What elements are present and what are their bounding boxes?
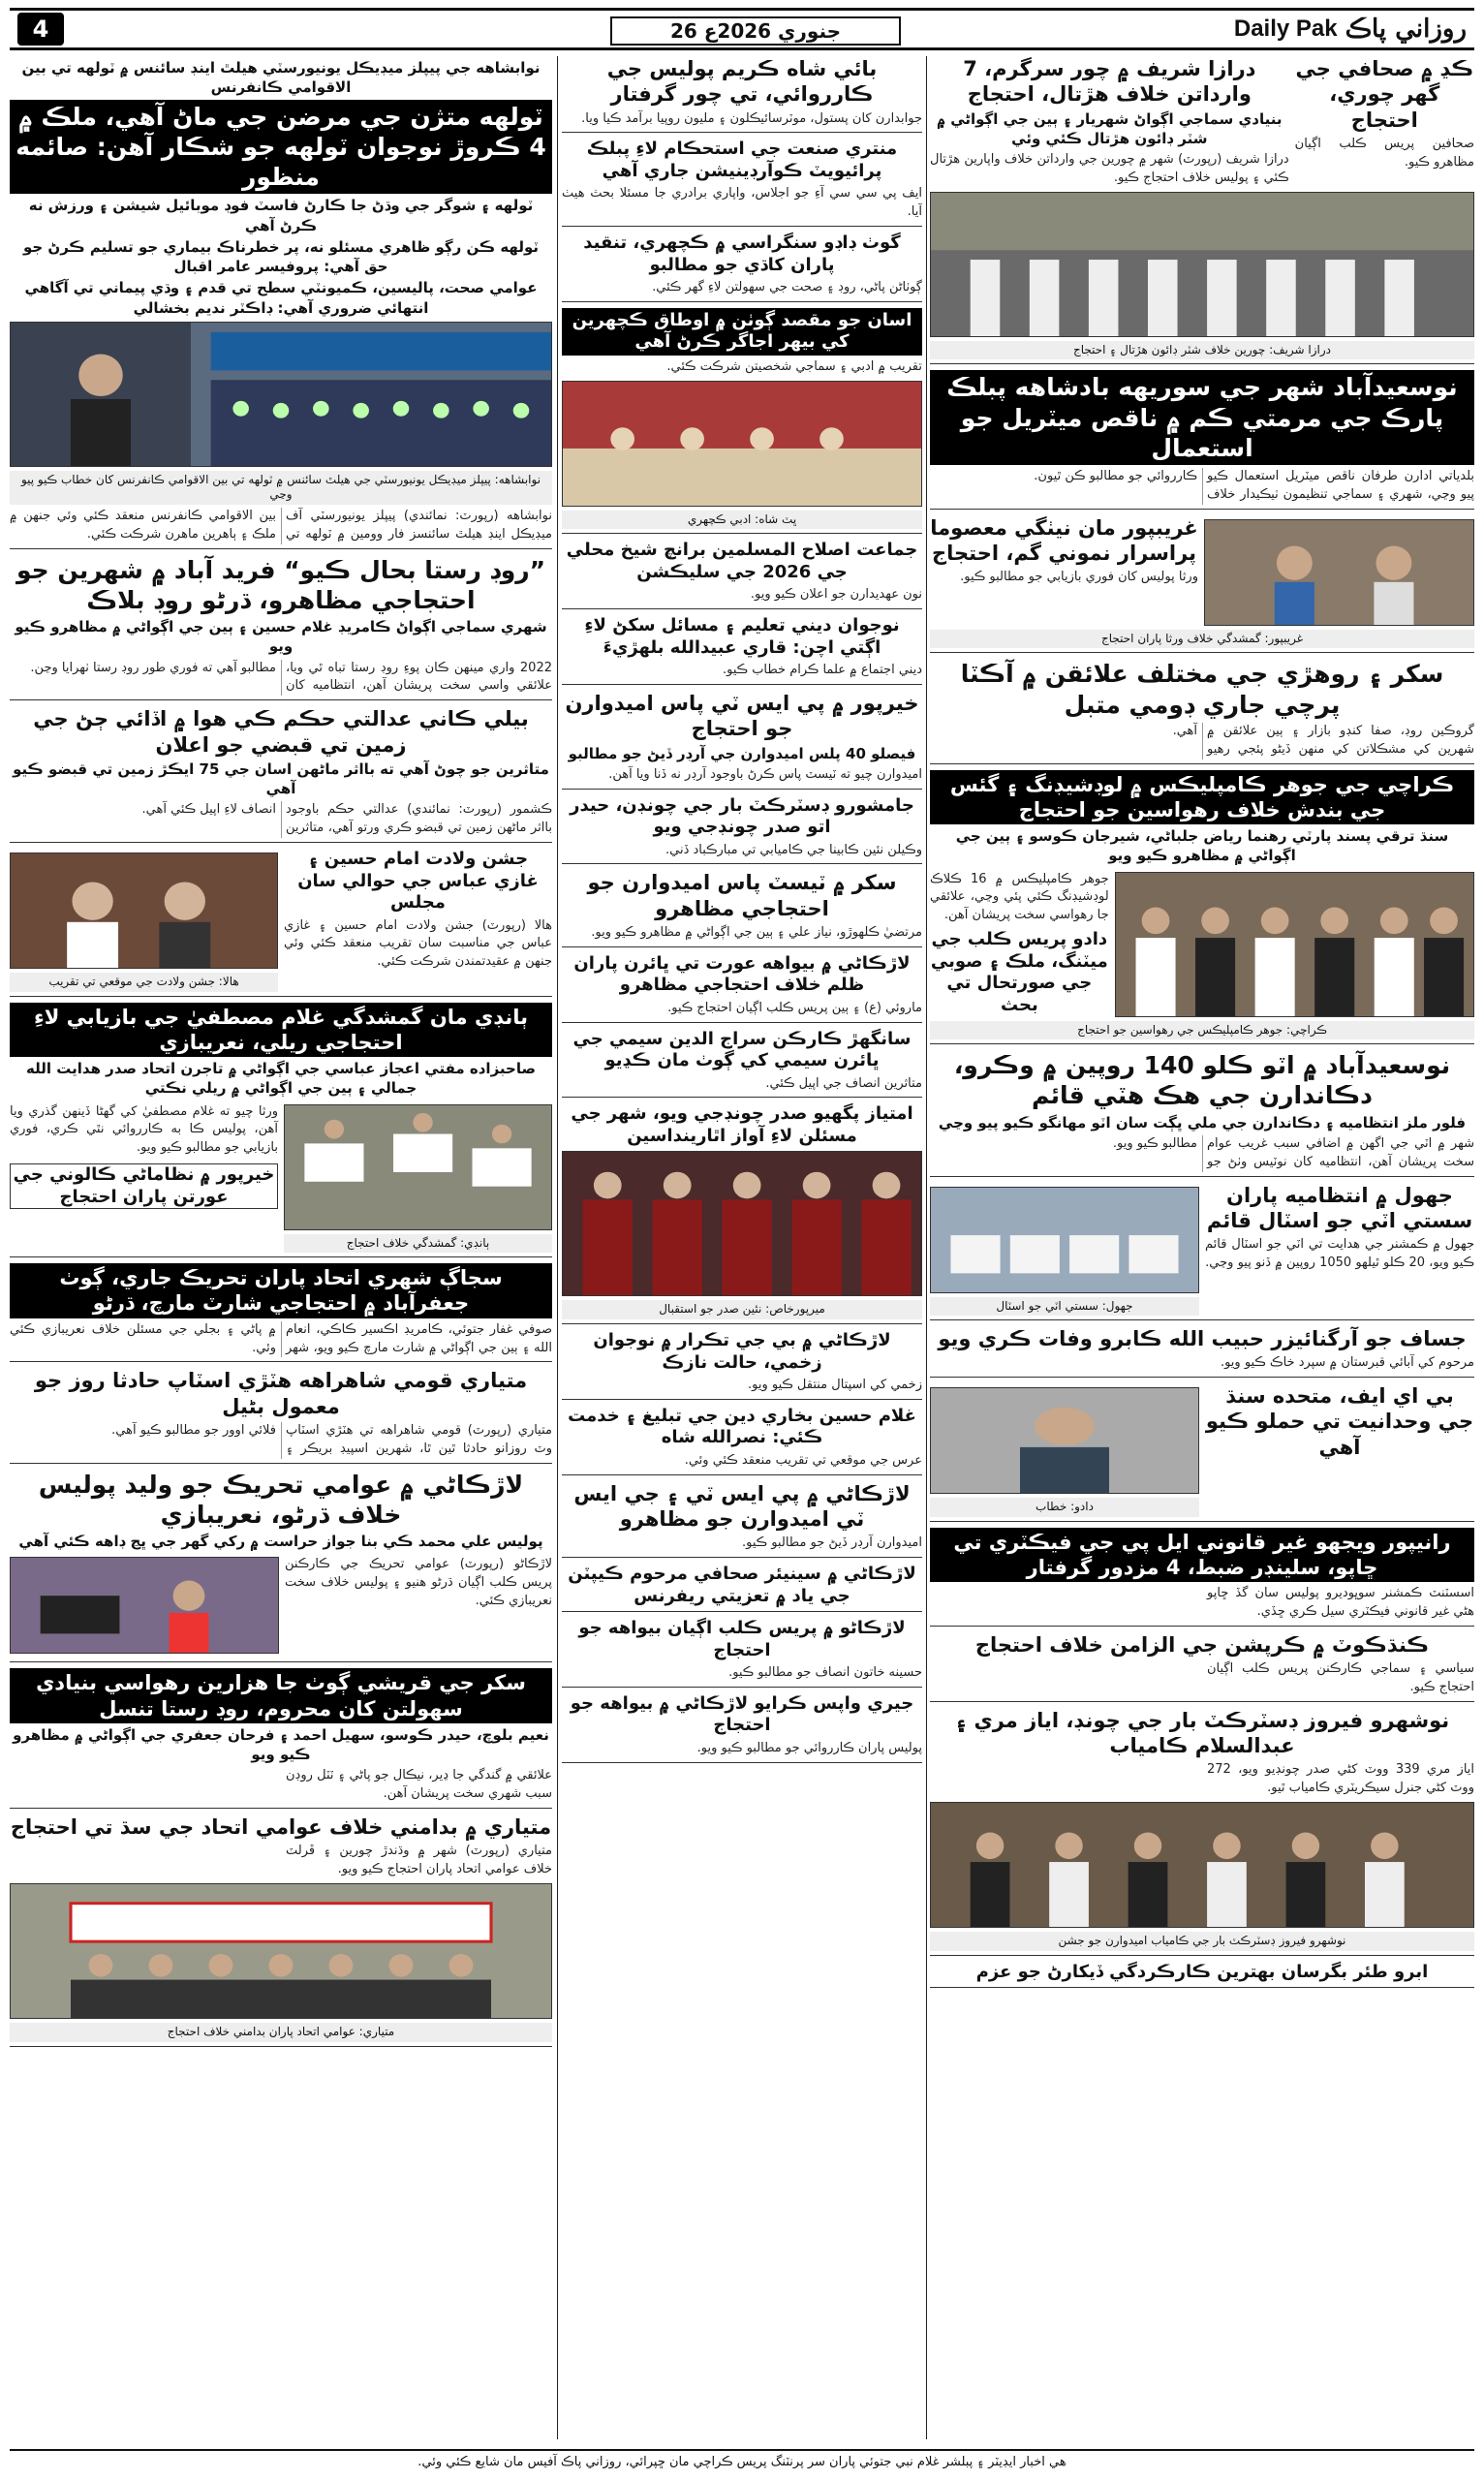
story-headline: لاڙڪاڻي ۾ پي ايس ٽي ۽ جي ايس ٽي اميدوارن جو مظاهرو — [573, 1481, 911, 1531]
story-kandhkot — [930, 1632, 1474, 1702]
imprint-footer: هي اخبار ايڊيٽر ۽ پبلشر غلام نبي جتوئي پاران سر پرنٽنگ پريس ڪراچي مان ڇپرائي، روزاني پاڪ آفيس مان شايع ڪئي وئي. — [10, 2449, 1474, 2469]
story-headline: متياري ۾ بدامني خلاف عوامي اتحاد جي سڌ تي احتجاج — [10, 1815, 552, 1839]
story-jashan — [10, 849, 552, 997]
story-return-protest — [562, 1693, 922, 1763]
story-subhead: فيصلو 40 پلس اميدوارن جي آرڊر ڏيڻ جو مطالبو — [568, 744, 916, 762]
story-headline: بيلي ڪاني عدالتي حڪم ڪي هوا ۾ اڏائي ڄڻ جي زمين تي قبضي جو اعلان — [33, 707, 529, 757]
story-reference — [562, 1564, 922, 1612]
story-headline: سانگهڙ ڪارڪن سراج الدين سيمي جي ڀائرن سيمي کي ڳوٺ مان ڪڍيو — [572, 1028, 912, 1071]
brand-sindhi: روزاني پاڪ — [1345, 15, 1467, 44]
story-photo — [10, 1557, 279, 1654]
story-headline: سکر ۽ روهڙي جي مختلف علائقن ۾ آڪٽا پرچي جاري ڊومي متبل — [960, 660, 1444, 719]
story-body: علائقي ۾ گندگي جا ڍير، نيڪال جو پاڻي ۽ ٽٽل روڊن سبب شهري سخت پريشان آهن. — [286, 1768, 552, 1802]
story-headline: لاڙڪاڻو ۾ پريس ڪلب اڳيان بيواهه جو احتجاج — [578, 1618, 906, 1660]
story-headline: ڪڍ ۾ صحافي جي گهر چوري، احتجاج — [1295, 57, 1474, 132]
story-sanghar — [562, 1029, 922, 1099]
story-body: جوهر ڪامپليڪس ۾ 16 ڪلاڪ لوڊشيڊنگ ڪئي پئي وڃي، علائقي جا رهواسي سخت پريشان آهن. — [930, 871, 1109, 923]
story-body: نون عهديدارن جو اعلان ڪيو ويو. — [750, 587, 922, 603]
story-body: مرتضيٰ ڪلهوڙو، نياز علي ۽ ٻين جي اڳواڻي ۾ مظاهرو ڪيو ويو. — [591, 924, 922, 940]
story-qureshi-goth — [10, 1668, 552, 1809]
story-headline: جامشورو ڊسٽرڪٽ بار جي چونڊن، حيدر اتو صدر چونڊجي ويو — [570, 794, 914, 838]
story-headline: درازا شريف ۾ چور سرگرم، 7 وارداتن خلاف هڙتال، احتجاج — [963, 57, 1256, 107]
story-kicker: نوابشاهه جي پيپلز ميڊيڪل يونيورسٽي هيلٿ اينڊ سائنس ۾ ٽولهه تي بين الاقوامي ڪانفرنس — [21, 59, 541, 97]
story-karachi-protest — [930, 770, 1474, 1045]
story-photo — [930, 1187, 1199, 1293]
story-kachehri — [562, 232, 922, 302]
story-body: پوليس پاران ڪارروائي جو مطالبو ڪيو ويو. — [696, 1740, 922, 1755]
story-headline: لاڙڪاڻي ۾ بي جي تڪرار ۾ نوجوان زخمي، حالت نازڪ — [593, 1330, 891, 1373]
story-headline: خيرپور ۾ پي ايس ٽي پاس اميدوارن جو احتجاج — [565, 692, 919, 741]
story-flour-stall — [930, 1183, 1474, 1321]
story-body: حسينه خاتون انصاف جو مطالبو ڪيو. — [728, 1665, 922, 1681]
story-naushahro-bar — [930, 1708, 1474, 1956]
story-body: اميدوارن آرڊر ڏيڻ جو مطالبو ڪيو. — [742, 1535, 922, 1551]
story-press-club-widow — [562, 1618, 922, 1688]
photo-caption: ڪراچي: جوهر ڪامپليڪس جي رهواسين جو احتجاج — [930, 1021, 1474, 1040]
story-body: بلدياتي ادارن طرفان ناقص ميٽريل استعمال ڪيو پيو وڃي، شهري ۽ سماجي تنظيمون ٺيڪيدار خلاف ڪارروائي جو مطالبو ڪن ٿيون. — [1034, 469, 1474, 502]
story-photo — [10, 852, 278, 969]
story-bef — [930, 1383, 1474, 1522]
story-headline: ڪراچي جي جوهر ڪامپليڪس ۾ لوڊشيڊنگ ۽ گئس جي بندش خلاف رهواسين جو احتجاج — [930, 770, 1474, 825]
story-bukhari — [562, 1406, 922, 1475]
story-jamaat — [562, 540, 922, 609]
story-body: ايف پي سي سي آءِ جو اجلاس، واپاري برادري جا مسئلا بحث هيٺ آيا. — [562, 186, 922, 220]
brand-english: Daily Pak — [1233, 16, 1338, 42]
story-body: 2022 واري مينهن ڪان پوءِ روڊ رستا تباه ٿي ويا، علائقي واسي سخت پريشان آهن، انتظاميه کان مطالبو آهي ته فوري طور روڊ رستا ٺهرايا وڃن. — [30, 660, 552, 694]
story-headline: سکر ۾ ٽيسٽ پاس اميدوارن جو احتجاجي مظاهرو — [587, 871, 897, 920]
story-daraza-strike — [930, 56, 1474, 364]
story-road-protest — [10, 555, 552, 701]
story-headline: گوٺ ڊاڊو سنگراسي ۾ ڪچهري، تنقيد پاران کاڌي جو مطالبو — [583, 232, 901, 275]
story-park-material — [930, 370, 1474, 509]
story-body: جهول ۾ ڪمشنر جي هدايت تي اٽي جو اسٽال قائم ڪيو ويو، 20 ڪلو ٿيلهو 1050 روپين ۾ ڏنو پيو وڃي. — [1205, 1237, 1474, 1270]
date-box: 26 جنوري 2026ع — [610, 16, 901, 46]
story-subhead: پوليس علي محمد ڪي بنا جواز حراست ۾ رکي گهر جي ڀڃ ڊاهه ڪئي آهي — [18, 1533, 543, 1551]
story-subhead: نعيم بلوچ، حيدر ڪوسو، سهيل احمد ۽ فرحان جعفري جي اڳواڻي ۾ مظاهرو ڪيو ويو — [13, 1725, 549, 1764]
story-body: زخمي کي اسپتال منتقل ڪيو ويو. — [747, 1378, 922, 1393]
story-photo — [1204, 519, 1474, 626]
story-subhead: شهري سماجي اڳواڻ ڪامريڊ غلام حسين ۽ ٻين جي اڳواڻي ۾ مظاهرو ڪيو ويو — [15, 618, 547, 656]
story-headline: اسان جو مقصد ڳوٺن ۾ اوطاق ڪچهرين کي بيهر اجاگر ڪرڻ آهي — [562, 308, 922, 356]
story-imtiaz — [562, 1103, 922, 1324]
story-headline: نوشهرو فيروز ڊسٽرڪٽ بار جي چونڊ، اياز مري ۽ عبدالسلام ڪامياب — [954, 1708, 1450, 1758]
masthead-right — [1234, 15, 1467, 44]
story-land-dispute — [10, 706, 552, 843]
story-highway-accidents — [10, 1368, 552, 1463]
story-missing-rally — [10, 1003, 552, 1258]
story-flour-price — [930, 1050, 1474, 1176]
story-long-march — [10, 1263, 552, 1362]
story-body: جوابدارن کان پستول، موٽرسائيڪلون ۽ مليون روپيا برآمد ڪيا ويا. — [581, 110, 922, 126]
story-subhead: فلور ملز انتظاميه ۽ دڪاندارن جي ملي ڀڳت سان اٽو مهانگو ڪيو پيو وڃي — [938, 1113, 1467, 1132]
story-body: مرحوم کي آبائي قبرستان ۾ سپرد خاڪ ڪيو ويو. — [1220, 1355, 1474, 1371]
story-headline: لاڙڪاڻي ۾ سينيئر صحافي مرحوم ڪيپٽن جي ياد ۾ تعزيتي ريفرنس — [568, 1564, 916, 1606]
photo-caption: ڀٽ شاه: ادبي ڪچهري — [562, 511, 922, 530]
column-rule — [557, 56, 558, 2439]
story-headline: لاڙڪاڻي ۾ بيواهه عورت تي ڀائرن پاران ظلم خلاف احتجاجي مظاهرو — [573, 952, 911, 996]
story-widow-protest — [562, 953, 922, 1023]
photo-caption: دادو: خطاب — [930, 1498, 1199, 1517]
story-headline: ٽولهه متژن جي مرضن جي ماڻ آهي، ملڪ ۾ 4 ڪروڙ نوجوان ٽولهه جو شڪار آهن: صائمه منظور — [10, 100, 552, 195]
story-religious-education — [562, 615, 922, 685]
story-body: گروڪين روڊ، صفا کنڊو بازار ۽ ٻين علائقن ۾ شهرين کي مشڪلاتن کي منهن ڏيڻو پئجي رهيو آهي. — [1172, 723, 1474, 757]
story-headline: لاڙڪاڻي ۾ عوامي تحريڪ جو وليد پوليس خلاف ڌرڻو، نعريبازي — [38, 1470, 524, 1529]
story-body: شهر ۾ اٽي جي اگهن ۾ اضافي سبب غريب عوام سخت پريشان آهن، انتظاميه کان نوٽيس وٺڻ جو مطالبو ڪيو ويو. — [1112, 1135, 1474, 1169]
middle-column — [562, 56, 922, 2439]
story-body: تقريب ۾ ادبي ۽ سماجي شخصيتن شرڪت ڪئي. — [666, 358, 922, 374]
photo-caption: هالا: جشن ولادت جي موقعي تي تقريب — [10, 973, 278, 992]
story-body: سياسي ۽ سماجي ڪارڪنن پريس ڪلب اڳيان احتجاج ڪيو. — [1207, 1661, 1474, 1695]
story-headline: جساف جو آرگنائيزر حبيب الله ڪابرو وفات ڪري ويو — [938, 1327, 1467, 1351]
story-headline: ابرو طئر بگرسان بهترين ڪارڪردگي ڏيکارڻ جو عزم — [975, 1961, 1429, 1982]
story-body: عرس جي موقعي تي تقريب منعقد ڪئي وئي. — [684, 1452, 922, 1468]
story-headline: سجاڳ شهري اتحاد پاران تحريڪ جاري، ڳوٺ جعفرآباد ۾ احتجاجي شارٽ مارچ، ڌرڻو — [10, 1263, 552, 1318]
photo-caption: نوابشاهه: پيپلز ميڊيڪل يونيورسٽي جي هيلٿ سائنس ۾ ٽولهه تي بين الاقوامي ڪانفرنس کان خطاب ڪيو پيو وڃي — [10, 471, 552, 505]
story-photo — [562, 381, 922, 507]
story-headline: ڪنڌڪوٽ ۾ ڪرپشن جي الزامن خلاف احتجاج — [974, 1633, 1430, 1657]
story-body: هالا (رپورٽ) جشن ولادت امام حسين ۽ غازي عباس جي مناسبت سان تقريب منعقد ڪئي وئي جنهن ۾ عقيدتمندن شرڪت ڪئي. — [284, 917, 552, 970]
story-body: صوفي غفار جتوئي، ڪامريڊ اڪسير ڪاڪي، انعام الله ۽ ٻين جي اڳواڻي ۾ شارٽ مارچ ڪيو ويو، شهر ۾ پاڻي ۽ بجلي جي مسئلن خلاف نعريبازي ڪئي وئي. — [10, 1321, 552, 1355]
story-headline: دادو پريس ڪلب جي ميٽنگ، ملڪ ۽ صوبي جي صورتحال تي بحث — [930, 929, 1108, 1015]
masthead-left — [17, 13, 64, 46]
story-photo — [1115, 872, 1474, 1017]
story-headline: رانيپور ويجهو غير قانوني ايل پي جي فيڪٽري تي ڇاپو، سلينڊر ضبط، 4 مزدور گرفتار — [930, 1528, 1474, 1583]
story-commitment — [930, 1962, 1474, 1989]
story-body: ڳوٺاڻن پاڻي، روڊ ۽ صحت جي سهولتن لاءِ گهر ڪئي. — [652, 280, 922, 295]
story-headline: خيرپور ۾ نظاماڻي ڪالوني جي عورتن پاران احتجاج — [10, 1163, 278, 1209]
story-youth-injured — [562, 1330, 922, 1400]
story-conference — [10, 58, 552, 549]
story-body: ڪشمور (رپورٽ: نمائندي) عدالتي حڪم باوجود بااثر ماڻهن زمين تي قبضو ڪري ورتو آهي، متاثرين انصاف لاءِ اپيل ڪئي آهي. — [141, 802, 552, 836]
story-headline: بائي شاه ڪريم پوليس جي ڪارروائي، تي چور گرفتار — [606, 57, 878, 107]
left-column — [10, 56, 552, 2439]
story-headline: جشن ولادت امام حسين ۽ غازي عباس جي حوالي سان مجلس — [297, 849, 539, 913]
story-headline: بي اي ايف، متحده سنڌ جي وحدانيت تي حملو ڪيو آهي — [1205, 1384, 1474, 1459]
story-headline: سکر جي قريشي ڳوٺ جا هزارين رهواسي بنيادي سهولتن کان محروم، روڊ رستا تنسل — [10, 1668, 552, 1723]
story-photo — [930, 1387, 1199, 1494]
story-headline: غريبپور مان نيٺگي معصوما پراسرار نموني گم، احتجاج — [930, 515, 1198, 565]
story-headline: جهول ۾ انتظاميه پاران سستي اٽي جو اسٽال قائم — [1206, 1183, 1473, 1232]
story-headline: امتياز پگهيو صدر چونڊجي ويو، شهر جي مسئلن لاءِ آواز اٿارينداسين — [571, 1103, 913, 1146]
story-larkana-protest — [10, 1470, 552, 1663]
story-headline: منتري صنعت جي استحڪام لاءِ پبلڪ پرائيويٽ ڪوآرڊينيشن جاري آهي — [586, 139, 898, 181]
story-sukkur-test — [562, 870, 922, 946]
masthead — [10, 8, 1474, 50]
story-photo — [930, 192, 1474, 337]
story-matiari-protest — [10, 1814, 552, 2047]
story-subhead: ٽولهه ۽ شوگر جي وڌڻ جا ڪارڻ فاسٽ فوڊ موبائيل شيشن ۽ ورزش نه ڪرڻ آهي — [28, 197, 534, 234]
story-pst-khairpur — [562, 691, 922, 790]
story-photo — [562, 1151, 922, 1296]
story-body: متاثرين انصاف جي اپيل ڪئي. — [765, 1075, 922, 1091]
story-subhead: بنيادي سماجي اڳواڻ شهريار ۽ ٻين جي اڳواڻي ۾ شٽر ڊائون هڙتال ڪئي وئي — [937, 109, 1283, 147]
story-body: اياز مري 339 ووٽ کڻي صدر چونڊيو ويو، 272 ووٽ کڻي جنرل سيڪريٽري ڪامياب ٿيو. — [1207, 1762, 1474, 1796]
story-headline: غلام حسين بخاري دين جي تبليغ ۽ خدمت ڪئي: نصرالله شاه — [568, 1405, 916, 1448]
story-sukkur-rohri — [930, 659, 1474, 763]
story-headline: ”روڊ رستا بحال ڪيو“ فريد آباد ۾ شهرين جو احتجاجي مظاهرو، ڌرڻو روڊ بلاڪ — [15, 555, 546, 614]
story-otaq — [562, 308, 922, 534]
story-jst-candidates — [562, 1481, 922, 1558]
story-headline: نوجوان ديني تعليم ۽ مسائل سکڻ لاءِ اڳتي اچن: قاري عبيدالله بلهڙيءَ — [584, 615, 900, 658]
story-body: ديني اجتماع ۾ علما ڪرام خطاب ڪيو. — [723, 663, 922, 678]
story-body: وڪيلن نئين ڪابينا جي ڪاميابي تي مبارڪباد ڏني. — [665, 842, 922, 857]
story-subhead: عوامي صحت، پاليسين، ڪميونٽي سطح تي قدم ۽ وڌي پيماني تي آگاهي انتهائي ضروري آهي: ڊاڪٽر نديم بخشالي — [24, 279, 538, 317]
story-headline: جيري واپس ڪرايو لاڙڪاڻي ۾ بيواهه جو احتجاج — [570, 1692, 914, 1736]
story-photo — [930, 1802, 1474, 1928]
story-missing-girl — [930, 515, 1474, 654]
photo-caption: ٻانڊي: گمشدگي خلاف احتجاج — [284, 1234, 552, 1254]
story-body: متياري (رپورٽ) قومي شاهراهه تي هٽڙي اسٽاپ وٽ روزانو حادثا ٿين ٿا، شهرين اسپيڊ بريڪر ۽ فلائي اوور جو مطالبو ڪيو آهي. — [111, 1422, 552, 1456]
story-photo — [284, 1104, 552, 1230]
story-body: صحافين پريس ڪلب اڳيان مظاهرو ڪيو. — [1294, 136, 1474, 170]
story-body: درازا شريف (رپورٽ) شهر ۾ چورين جي وارداتن خلاف واپارين هڙتال ڪئي ۽ پوليس خلاف احتجاج ڪيو. — [930, 152, 1289, 185]
story-body: ماروئي (ع) ۽ ٻين پريس ڪلب اڳيان احتجاج ڪيو. — [667, 1000, 922, 1015]
story-subhead: سنڌ ترقي پسند پارٽي رهنما رياض جلباڻي، شيرجان ڪوسو ۽ ٻين جي اڳواڻي ۾ مظاهرو ڪيو ويو — [955, 827, 1449, 865]
story-body: لاڙڪاڻو (رپورٽ) عوامي تحريڪ جي ڪارڪنن پريس ڪلب اڳيان ڌرڻو هنيو ۽ پوليس خلاف سخت نعريبازي ڪئي. — [285, 1557, 552, 1608]
story-headline: جماعت اصلاح المسلمين برانچ شيخ محلي جي 2026 جي سليڪشن — [566, 540, 918, 582]
photo-caption: نوشهرو فيروز ڊسٽرڪٽ بار جي ڪامياب اميدوارن جو جشن — [930, 1932, 1474, 1951]
story-subhead: ٽولهه ڪن رڳو ظاهري مسئلو نه، پر خطرناڪ بيماري جو تسليم ڪرڻ جو حق آهي: پروفيسر عامر اقبال — [22, 237, 540, 275]
story-lpg-raid — [930, 1528, 1474, 1627]
story-subhead: متاثرين جو چوڻ آهي ته بااثر ماڻهن اسان جي 75 ايڪڙ زمين تي قبضو ڪيو آهي — [13, 760, 549, 798]
column-rule — [926, 56, 927, 2439]
story-body: اسسٽنٽ ڪمشنر سوڀوديرو پوليس سان گڏ ڇاپو هڻي غير قانوني فيڪٽري سيل ڪري ڇڏي. — [1207, 1586, 1474, 1620]
photo-caption: درازا شريف: چورين خلاف شٽر ڊائون هڙتال ۽ احتجاج — [930, 341, 1474, 360]
photo-caption: غريبپور: گمشدگي خلاف ورثا پاران احتجاج — [930, 630, 1474, 649]
story-headline: نوسعيدآباد شهر جي سوريهه بادشاهه پبلڪ پارڪ جي مرمتي ڪم ۾ ناقص ميٽريل جو استعمال — [930, 370, 1474, 465]
story-obituary — [930, 1326, 1474, 1378]
story-headline: ٻانڊي مان گمشدگي غلام مصطفيٰ جي بازيابي لاءِ احتجاجي ريلي، نعريبازي — [10, 1003, 552, 1058]
photo-caption: جهول: سستي اٽي جو اسٽال — [930, 1297, 1199, 1317]
story-body: نوابشاهه (رپورٽ: نمائندي) پيپلز يونيورسٽي آف ميڊيڪل اينڊ هيلٿ سائنسز فار وومين ۾ ٽولهه تي بين الاقوامي ڪانفرنس منعقد ڪئي وئي جنهن ۾ ملڪ ۽ ٻاهرين ماهرن شرڪت ڪئي. — [10, 508, 552, 542]
story-photo — [10, 1883, 552, 2019]
story-photo — [10, 322, 552, 467]
story-fpcci — [562, 139, 922, 227]
story-body: ورثا پوليس کان فوري بازيابي جو مطالبو ڪيو. — [960, 570, 1198, 585]
right-column — [930, 56, 1474, 2439]
story-body: اميدوارن چيو ته ٽيسٽ پاس ڪرڻ باوجود آرڊر نه ڏنا ويا آهن. — [608, 766, 922, 782]
page-number: 4 — [17, 13, 64, 46]
story-bar-elections — [562, 795, 922, 865]
story-body: ورثا چيو ته غلام مصطفيٰ کي گهڻا ڏينهن گذري ويا آهن، پوليس ڪا به ڪارروائي نٿي ڪري، فوري بازيابي جو مطالبو ڪيو ويو. — [10, 1103, 278, 1156]
story-headline: نوسعيدآباد ۾ اٽو ڪلو 140 روپين ۾ وڪرو، دڪاندارن جي هڪ هٽي قائم — [953, 1051, 1451, 1110]
story-body: متياري (رپورٽ) شهر ۾ وڌندڙ چورين ۽ ڦرلٽ خلاف عوامي اتحاد پاران احتجاج ڪيو ويو. — [286, 1844, 552, 1877]
story-police-arrest — [562, 56, 922, 133]
story-headline: متياري قومي شاهراهه هٽڙي اسٽاپ حادثا روز جو معمول بڻيل — [34, 1369, 528, 1418]
photo-caption: ميرپورخاص: نئين صدر جو استقبال — [562, 1300, 922, 1319]
photo-caption: متياري: عوامي اتحاد پاران بدامني خلاف احتجاج — [10, 2023, 552, 2042]
story-subhead: صاحبزاده مفتي اعجاز عباسي جي اڳواڻي ۾ تاجرن اتحاد صدر هدايت الله جمالي ۽ ٻين جي اڳواڻي ۾ ريلي نڪتي — [26, 1060, 536, 1098]
